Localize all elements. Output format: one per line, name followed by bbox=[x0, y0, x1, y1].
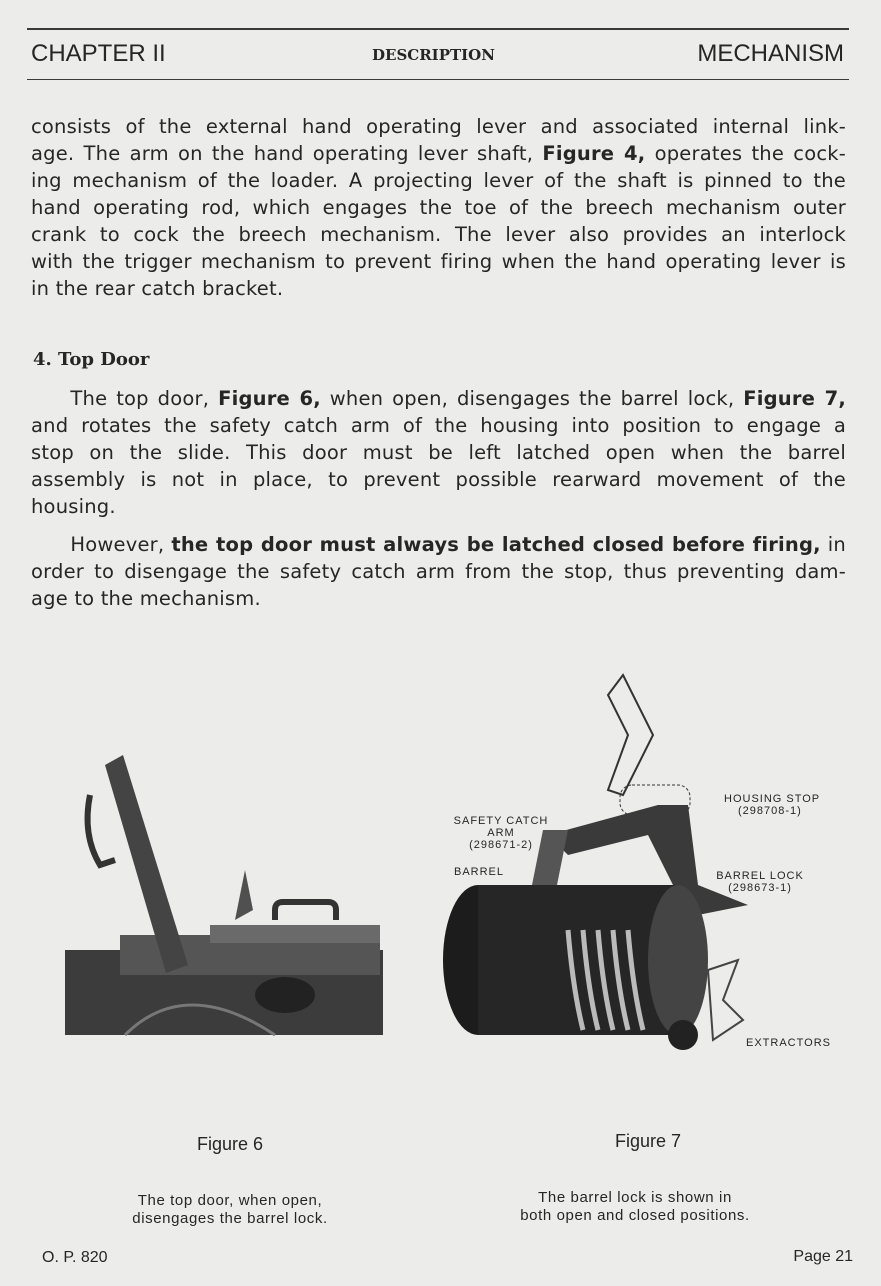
bold-text: Figure 6, bbox=[218, 387, 321, 410]
bold-text: Figure 7, bbox=[743, 387, 846, 410]
topic-label: MECHANISM bbox=[697, 40, 844, 67]
text-run: crank to cock the breech mechanism. The lever also provides an interlock bbox=[31, 223, 846, 246]
text-line bbox=[31, 531, 846, 558]
text-run: when open, disengages the barrel lock, bbox=[320, 387, 744, 410]
text-run: consists of the external hand operating lever and associated internal link- bbox=[31, 115, 846, 138]
text-line bbox=[31, 493, 846, 520]
text-run: in bbox=[820, 533, 846, 556]
bold-text: the top door must always be latched closed before firing, bbox=[171, 533, 821, 556]
text-line bbox=[31, 466, 846, 493]
text-line bbox=[31, 412, 846, 439]
text-run: and rotates the safety catch arm of the housing into position to engage a bbox=[31, 414, 846, 437]
section-heading: 4. Top Door bbox=[33, 349, 150, 370]
text-line bbox=[31, 194, 846, 221]
footer-publication: O. P. 820 bbox=[42, 1249, 108, 1266]
label-extractors: EXTRACTORS bbox=[746, 1037, 831, 1049]
text-run: operates the cock- bbox=[645, 142, 846, 165]
text-line bbox=[31, 113, 846, 140]
text-line bbox=[31, 385, 846, 412]
text-line bbox=[31, 275, 846, 302]
text-run: age to the mechanism. bbox=[31, 587, 261, 610]
text-run: stop on the slide. This door must be left latched open when the barrel bbox=[31, 441, 846, 464]
text-run: with the trigger mechanism to prevent firing when the hand operating lever is bbox=[31, 250, 846, 273]
figure-7-text-1: The barrel lock is shown in bbox=[538, 1189, 732, 1206]
chapter-label: CHAPTER II bbox=[31, 40, 166, 67]
text-run: assembly is not in place, to prevent possible rearward movement of the bbox=[31, 468, 846, 491]
text-run: in the rear catch bracket. bbox=[31, 277, 284, 300]
text-run: ing mechanism of the loader. A projecting lever of the shaft is pinned to the bbox=[31, 169, 846, 192]
label-barrel: BARREL bbox=[454, 866, 505, 878]
top-rule bbox=[27, 28, 849, 30]
header-rule bbox=[27, 79, 849, 80]
label-barrel-lock-number: (298673-1) bbox=[728, 882, 792, 894]
figure-6-caption: Figure 6 bbox=[196, 1134, 264, 1154]
label-barrel-lock: BARREL LOCK bbox=[716, 870, 804, 882]
text-run: The top door, bbox=[31, 387, 219, 410]
text-run: However, bbox=[31, 533, 172, 556]
bold-text: Figure 4, bbox=[542, 142, 646, 165]
text-line bbox=[31, 167, 846, 194]
text-run: housing. bbox=[31, 495, 116, 518]
label-safety-arm: ARM bbox=[487, 827, 515, 839]
text-run: hand operating rod, which engages the toe of the breech mechanism outer bbox=[31, 196, 846, 219]
figure-7-caption: Figure 7 bbox=[614, 1131, 682, 1151]
text-line bbox=[31, 248, 846, 275]
text-line bbox=[31, 558, 846, 585]
text-line bbox=[31, 221, 846, 248]
text-run: age. The arm on the hand operating lever shaft, bbox=[31, 142, 543, 165]
label-housing-stop: HOUSING STOP bbox=[724, 793, 821, 805]
label-safety-catch: SAFETY CATCH bbox=[453, 815, 549, 827]
text-line bbox=[31, 140, 846, 167]
figure-6-text-1: The top door, when open, bbox=[137, 1192, 323, 1209]
label-safety-number: (298671-2) bbox=[469, 839, 533, 851]
text-line bbox=[31, 585, 846, 612]
figure-6-text-2: disengages the barrel lock. bbox=[132, 1210, 328, 1227]
label-housing-stop-number: (298708-1) bbox=[738, 805, 802, 817]
text-run: order to disengage the safety catch arm from the stop, thus preventing dam- bbox=[31, 560, 846, 583]
footer-page-number: Page 21 bbox=[793, 1248, 853, 1265]
text-line bbox=[31, 439, 846, 466]
figure-7-text-2: both open and closed positions. bbox=[520, 1207, 750, 1224]
figure-6-photo bbox=[60, 745, 390, 1040]
section-label: DESCRIPTION bbox=[372, 46, 495, 64]
